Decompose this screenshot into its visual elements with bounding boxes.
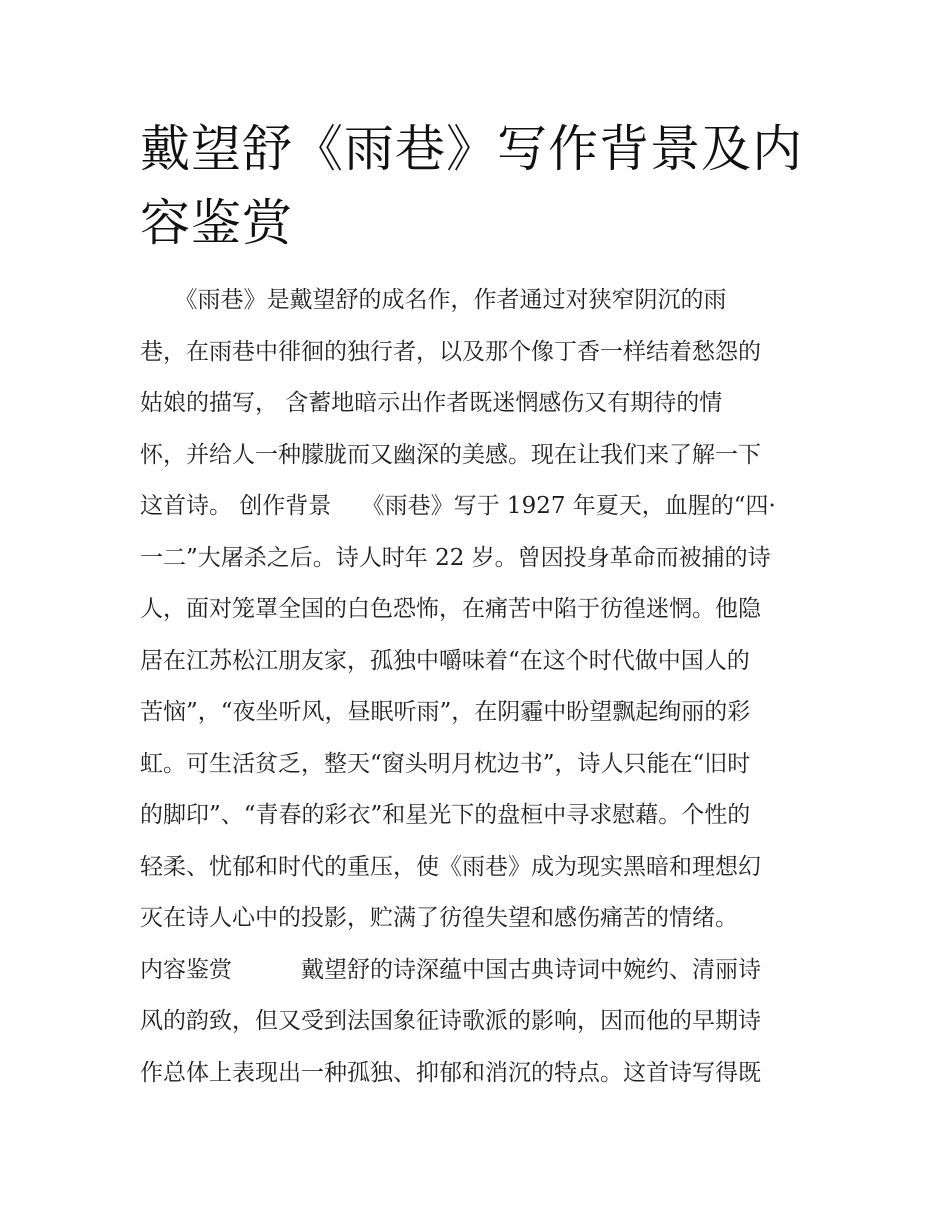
- body-line: 轻柔、忧郁和时代的重压，使《雨巷》成为现实黑暗和理想幻: [140, 853, 761, 880]
- title-line-1: 戴望舒《雨巷》写作背景及内: [140, 120, 803, 178]
- body-line: 苦恼”，“夜坐听风，昼眠听雨”，在阴霾中盼望飘起绚丽的彩: [140, 699, 751, 725]
- body-line: 人，面对笼罩全国的白色恐怖，在痛苦中陷于彷徨迷惘。他隐: [140, 596, 761, 622]
- body-line: 这首诗。 创作背景 《雨巷》写于 1927 年夏天，血腥的“四·: [140, 493, 776, 519]
- body-line: 《雨巷》是戴望舒的成名作，作者通过对狭窄阴沉的雨: [140, 287, 727, 313]
- body-line: 风的韵致，但又受到法国象征诗歌派的影响，因而他的早期诗: [140, 1008, 761, 1034]
- body-line: 虹。可生活贫乏，整天“窗头明月枕边书”，诗人只能在“旧时: [140, 750, 751, 777]
- title-line-2: 容鉴赏: [140, 194, 293, 252]
- body-line: 的脚印”、“青春的彩衣”和星光下的盘桓中寻求慰藉。个性的: [140, 802, 751, 828]
- body-line: 灭在诗人心中的投影，贮满了彷徨失望和感伤痛苦的情绪。: [140, 905, 738, 931]
- body-line: 怀，并给人一种朦胧而又幽深的美感。现在让我们来了解一下: [140, 441, 761, 468]
- body-line: 作总体上表现出一种孤独、抑郁和消沉的特点。这首诗写得既: [140, 1059, 761, 1086]
- body-line: 内容鉴赏 戴望舒的诗深蕴中国古典诗词中婉约、清丽诗: [140, 956, 761, 983]
- document-title: [140, 112, 820, 260]
- body-line: 巷，在雨巷中徘徊的独行者，以及那个像丁香一样结着愁怨的: [140, 338, 761, 365]
- body-line: 姑娘的描写， 含蓄地暗示出作者既迷惘感伤又有期待的情: [140, 390, 723, 416]
- document-body: [140, 282, 820, 1106]
- body-line: 一二”大屠杀之后。诗人时年 22 岁。曾因投身革命而被捕的诗: [140, 544, 771, 571]
- body-line: 居在江苏松江朋友家，孤独中嚼味着“在这个时代做中国人的: [140, 647, 750, 674]
